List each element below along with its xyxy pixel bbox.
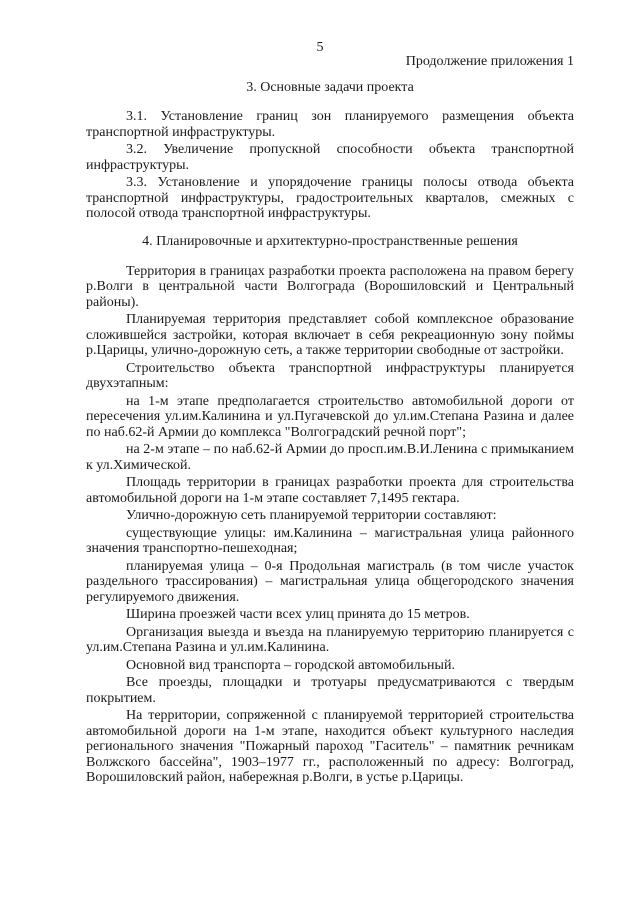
section-4-paragraph: Строительство объекта транспортной инфраструктуры планируется двухэтапным: [86,360,574,391]
section-4-paragraph: на 1-м этапе предполагается строительство автомобильной дороги от пересечения ул.им.Калинина и ул.Пугачевской до ул.им.Степана Разина и далее по наб.62-й Армии до комплекса "Волгоградский речной порт"; [86,393,574,440]
section-4-paragraph: на 2-м этапе – по наб.62-й Армии до просп.им.В.И.Ленина с примыканием к ул.Химической. [86,442,574,473]
section-4-paragraph: На территории, сопряженной с планируемой территорией строительства автомобильной дороги на 1-м этапе, находится объект культурного наследия регионального значения "Пожарный пароход "Гаситель" – памятник речникам Волжского бассейна", 1903–1977 гг., расположенный по адресу: Волгоград, Ворошиловский район, набережная р.Волги, в устье р.Царицы. [86,708,574,785]
section-4-paragraph: Все проезды, площадки и тротуары предусматриваются с твердым покрытием. [86,675,574,706]
section-4-paragraph: Улично-дорожную сеть планируемой территории составляют: [126,508,497,523]
appendix-continuation-note: Продолжение приложения 1 [405,54,574,69]
section-3-title: 3. Основные задачи проекта [246,80,414,95]
section-4-paragraph: Площадь территории в границах разработки проекта для строительства автомобильной дороги на 1-м этапе составляет 7,1495 гектара. [86,475,574,506]
section-4-paragraph: Территория в границах разработки проекта расположена на правом берегу р.Волги в центральной части Волгограда (Ворошиловский и Центральный районы). [86,263,574,310]
section-4-paragraph: существующие улицы: им.Калинина – магистральная улица районного значения транспортно-пешеходная; [86,525,574,556]
section-4-paragraph: Организация выезда и въезда на планируемую территорию планируется с ул.им.Степана Разина и ул.им.Калинина. [86,624,574,655]
document-body [86,80,574,788]
section-4-paragraph: Планируемая территория представляет собой комплексное образование сложившейся застройки, которая включает в себя рекреационную зону поймы р.Царицы, улично-дорожную сеть, а также территории свободные от застройки. [86,312,574,358]
section-3-item: 3.3. Установление и упорядочение границы полосы отвода объекта транспортной инфраструктуры, градостроительных кварталов, смежных с полосой отвода транспортной инфраструктуры. [86,175,574,221]
section-3-item: 3.1. Установление границ зон планируемого размещения объекта транспортной инфраструктуры. [86,109,574,140]
section-4-paragraph: Ширина проезжей части всех улиц принята до 15 метров. [126,607,470,622]
section-4-title: 4. Планировочные и архитектурно-пространственные решения [142,233,518,249]
section-4-paragraph: планируемая улица – 0-я Продольная магистраль (в том числе участок раздельного трассирования) – магистральная улица общегородского значения регулируемого движения. [86,558,574,605]
page-number: 5 [316,40,324,55]
section-3-item: 3.2. Увеличение пропускной способности объекта транспортной инфраструктуры. [86,142,574,173]
section-4-paragraph: Основной вид транспорта – городской автомобильный. [126,657,455,673]
